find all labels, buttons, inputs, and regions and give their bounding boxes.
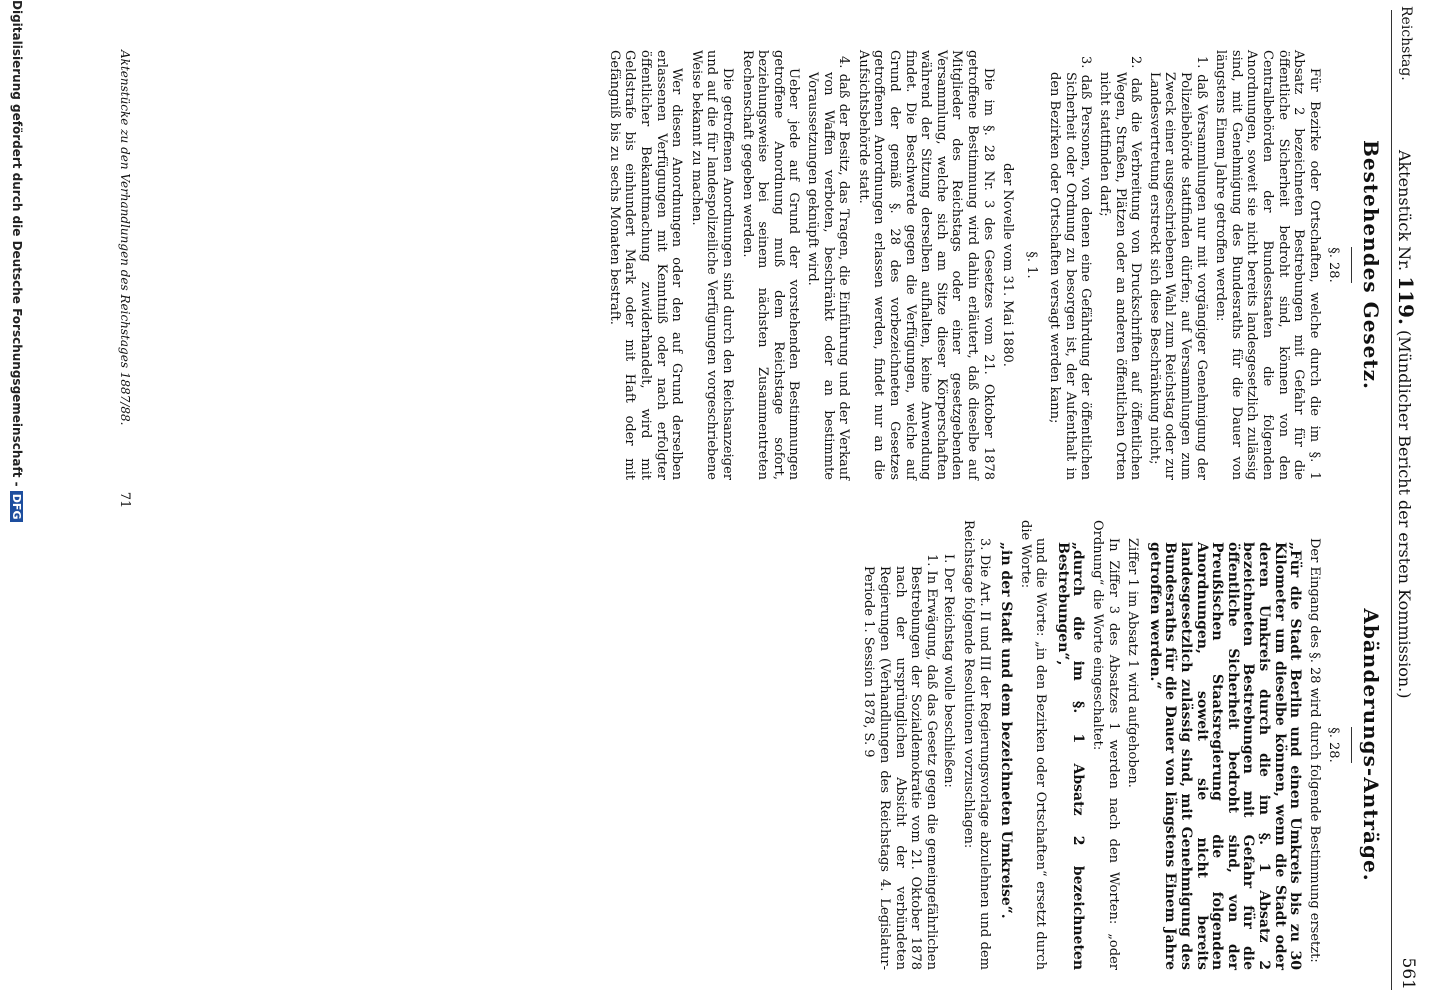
- left-item-2: 2. daß die Verbreitung von Druckschriften auf öffentlichen Wegen, Straßen, Plätzen oder an anderen öffentlichen Orten nicht stattfinden darf;: [1097, 56, 1144, 480]
- header-suffix: (Mündlicher Bericht der ersten Kommission.): [1395, 330, 1414, 699]
- dfg-logo-icon: DFG: [10, 491, 23, 523]
- right-paragraph-2: Ziffer 1 im Absatz 1 wird aufgehoben.: [1125, 538, 1141, 788]
- left-paragraph-3: Ueber jede auf Grund der vorstehenden Bestimmungen getroffene Anordnung muß dem Reichstage sofort, beziehungsweise bei seinem nächsten Zusammentreten Rechenschaft gegeben werden.: [739, 50, 802, 480]
- left-paragraph-4: Die getroffenen Anordnungen sind durch den Reichsanzeiger und auf die für landespolizeiliche Verfügungen vorgeschriebene Weise bekannt zu machen.: [688, 50, 736, 480]
- divider: [1351, 247, 1352, 283]
- right-paragraph-4: und die Worte: „in den Bezirken oder Ortschaften“ ersetzt durch die Worte:: [1017, 520, 1049, 970]
- right-paragraph-3: In Ziffer 3 des Absatzes 1 werden nach den Worten: „oder Ordnung“ die Worte eingeschaltet:: [1090, 520, 1121, 970]
- right-title: Abänderungs-Anträge.: [1359, 608, 1383, 882]
- left-item-3: 3. daß Personen, von denen eine Gefährdung der öffentlichen Sicherheit oder Ordnung zu besorgen ist, der Aufenthalt in den Bezirken oder Ortschaften versagt werden kann;: [1047, 56, 1094, 480]
- header-prefix: Aktenstück Nr.: [1395, 150, 1414, 272]
- left-item-1: 1. daß Versammlungen nur mit vorgängiger Genehmigung der Polizeibehörde stattfinden dürfen; auf Versammlungen zum Zweck einer ausgeschriebenen Wahl zum Reichstag oder zur Landesvertretung erstreckt sich diese Beschränkung nicht;: [1146, 56, 1209, 480]
- divider: [1351, 727, 1352, 763]
- left-paragraph-1: Für Bezirke oder Ortschaften, welche durch die im §. 1 Absatz 2 bezeichneten Bestrebungen mit Gefahr für die öffentliche Sicherheit bedroht sind, können von den Centralbehörden der Bundesstaaten die folgenden Anordnungen, soweit sie nicht bereits landesgesetzlich zulässig sind, mit Genehmigung des Bundesraths für die Dauer von längstens Einem Jahre getroffen werden:: [1213, 50, 1322, 480]
- left-paragraph-2: Die im §. 28 Nr. 3 des Gesetzes vom 21. Oktober 1878 getroffene Bestimmung wird dahin erläutert, daß dieselbe auf Mitglieder des Reichstags oder einer gesetzgebenden Versammlung, welche sich am Sitze dieser Körperschaften während der Sitzung derselben aufhalten, keine Anwendung findet. Die Beschwerde gegen die Verfügungen, welche auf Grund der gemäß §. 28 des vorbezeichneten Gesetzes getroffenen Anordnungen erlassen werden, findet nur an die Aufsichtsbehörde statt.: [855, 50, 996, 480]
- header-left: Reichstag.: [1398, 6, 1414, 81]
- page-header: [1391, 6, 1422, 990]
- right-paragraph-1: Der Eingang des §. 28 wird durch folgende Bestimmung ersetzt:: [1306, 538, 1322, 963]
- page-number: 561: [1398, 957, 1418, 990]
- left-paragraph-5: Wer diesen Anordnungen oder den auf Grund derselben erlassenen Verfügungen mit Kenntniß oder nach erfolgter öffentlicher Bekanntmachung zuwiderhandelt, wird mit Geldstrafe bis einhundert Mark oder mit Haft oder mit Gefängniß bis zu sechs Monaten bestraft.: [606, 50, 685, 480]
- digitization-text: Digitalisierung gefördert durch die Deutsche Forschungsgemeinschaft -: [10, 0, 24, 487]
- resolution-1: I. Der Reichstag wolle beschließen:: [941, 554, 957, 788]
- section-28-right: §. 28.: [1326, 727, 1342, 763]
- footer-page-number: 71: [117, 491, 132, 509]
- left-column: [602, 50, 1382, 480]
- left-item-4: 4. daß der Besitz, das Tragen, die Einführung und der Verkauf von Waffen verboten, beschränkt oder an bestimmte Voraussetzungen geknüpft wird.: [805, 56, 852, 480]
- section-28-left: §. 28.: [1326, 247, 1342, 283]
- quote-bestrebungen: „durch die im §. 1 Absatz 2 bezeichneten Bestrebungen“,: [1054, 542, 1087, 970]
- section-1: §. 1.: [1023, 251, 1039, 279]
- quote-berlin: „Für die Stadt Berlin und einen Umkreis bis zu 30 Kilometer um dieselbe können, wenn die Stadt oder deren Umkreis durch die im §. 1 Absatz 2 bezeichneten Bestrebungen mit Gefahr für die öffentliche Sicherheit bedroht sind, von der Preußischen Staatsregierung die folgenden Anordnungen, soweit sie nicht bereits landesgesetzlich zulässig sind, mit Genehmigung des Bundesraths für die Dauer von längstens Einem Jahre getroffen werden.“: [1146, 542, 1304, 970]
- quote-umkreis: „in der Stadt und dem bezeichneten Umkreise“.: [998, 542, 1015, 919]
- header-center: [1394, 150, 1418, 698]
- document-number: 119.: [1394, 276, 1418, 325]
- footnote: Aktenstücke zu den Verhandlungen des Reichstages 1887/88.: [118, 50, 132, 426]
- right-paragraph-5: 3. Die Art. II und III der Regierungsvorlage abzulehnen und dem Reichstage folgende Resolutionen vorzuschlagen:: [960, 520, 992, 970]
- left-title: Bestehendes Gesetz.: [1359, 140, 1383, 390]
- resolution-1-1: 1. In Erwägung, daß das Gesetz gegen die gemeingefährlichen Bestrebungen der Sozialdemokratie vom 21. Oktober 1878 nach der ursprünglichen Absicht der verbündeten Regierungen (Verhandlungen des Reichstags 4. Legislatur-Periode 1. Session 1878, S. 9: [861, 554, 939, 970]
- digitization-note: [0, 0, 24, 1000]
- right-column: [859, 520, 1382, 970]
- novelle-title: der Novelle vom 31. Mai 1880.: [1000, 163, 1016, 367]
